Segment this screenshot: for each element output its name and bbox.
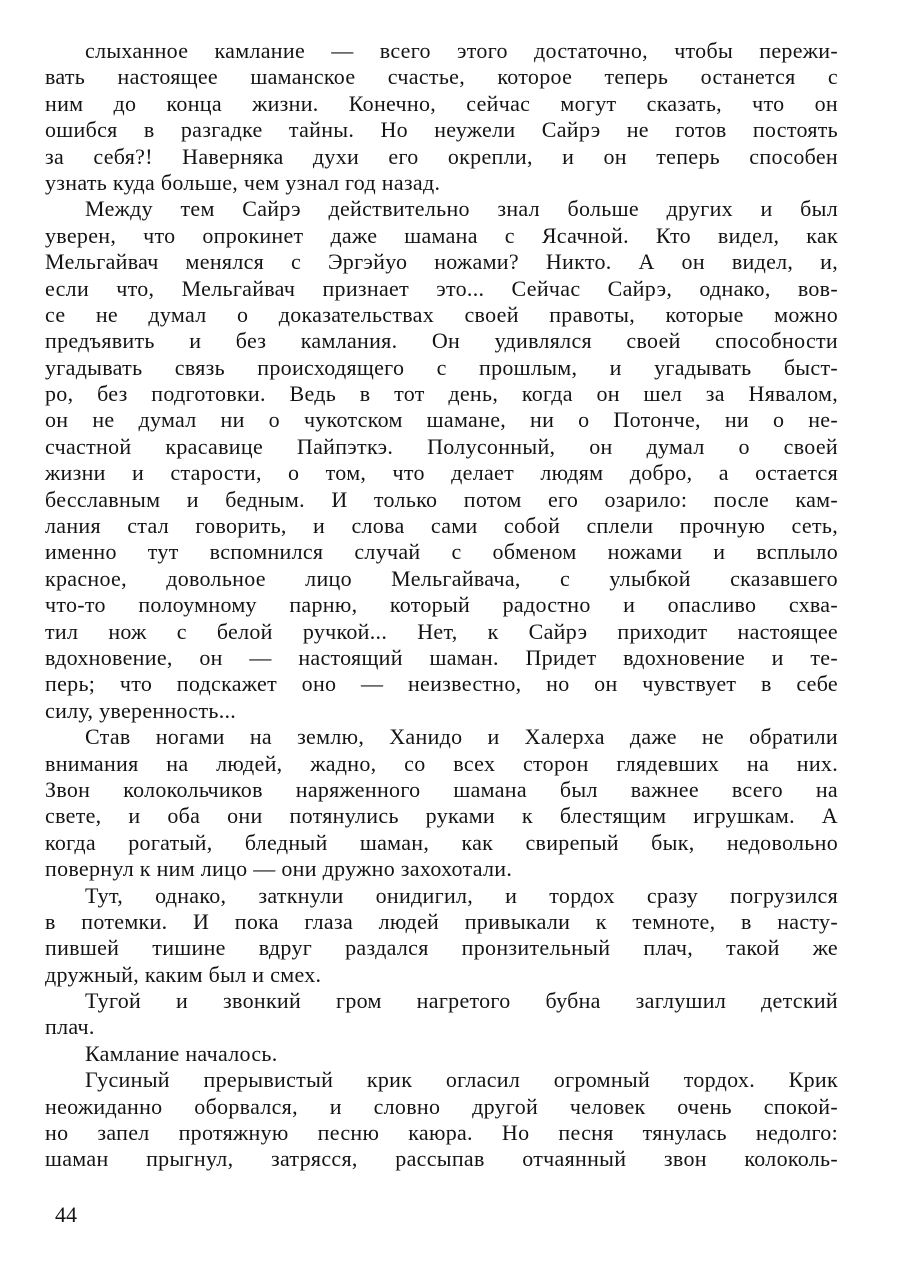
text-line: вать настоящее шаманское счастье, которое теперь останется с — [45, 64, 838, 90]
text-line: се не думал о доказательствах своей правоты, которые можно — [45, 301, 838, 327]
text-line: если что, Мельгайвач признает это... Сейчас Сайрэ, однако, вов- — [45, 275, 838, 301]
text-line: шаман прыгнул, затрясся, рассыпав отчаянный звон колоколь- — [45, 1146, 838, 1172]
page-number: 44 — [55, 1202, 77, 1227]
text-line: когда рогатый, бледный шаман, как свирепый бык, недовольно — [45, 829, 838, 855]
paragraph — [45, 1041, 838, 1067]
text-line: что-то полоумному парню, который радостно и опасливо схва- — [45, 592, 838, 618]
text-line: жизни и старости, о том, что делает людям добро, а остается — [45, 460, 838, 486]
text-line: силу, уверенность... — [45, 697, 237, 723]
text-line: тил нож с белой ручкой... Нет, к Сайрэ приходит настоящее — [45, 618, 838, 644]
text-line: ро, без подготовки. Ведь в тот день, когда он шел за Нявалом, — [45, 381, 838, 407]
text-line: узнать куда больше, чем узнал год назад. — [45, 169, 441, 195]
paragraph — [45, 988, 838, 1041]
text-line: за себя?! Наверняка духи его окрепли, и он теперь способен — [45, 143, 838, 169]
text-line: Камлание началось. — [85, 1040, 278, 1066]
paragraph — [45, 1067, 838, 1173]
text-line: Гусиный прерывистый крик огласил огромный тордох. Крик — [85, 1067, 838, 1093]
text-line: угадывать связь происходящего с прошлым, и угадывать быст- — [45, 354, 838, 380]
text-line: Став ногами на землю, Ханидо и Халерха даже не обратили — [85, 724, 838, 750]
book-page-text — [45, 38, 838, 1173]
text-line: дружный, каким был и смех. — [45, 961, 322, 987]
text-line: Тугой и звонкий гром нагретого бубна заглушил детский — [85, 988, 838, 1014]
text-line: красное, довольное лицо Мельгайвача, с улыбкой сказавшего — [45, 565, 838, 591]
text-line: предъявить и без камлания. Он удивлялся своей способности — [45, 328, 838, 354]
text-line: именно тут вспомнился случай с обменом ножами и всплыло — [45, 539, 838, 565]
paragraph — [45, 196, 838, 724]
text-line: слыханное камлание — всего этого достаточно, чтобы пережи- — [85, 38, 838, 63]
text-line: в потемки. И пока глаза людей привыкали к темноте, в насту- — [45, 908, 838, 934]
text-line: он не думал ни о чукотском шамане, ни о Потонче, ни о не- — [45, 407, 838, 433]
text-line: пившей тишине вдруг раздался пронзительный плач, такой же — [45, 935, 838, 961]
text-line: вдохновение, он — настоящий шаман. Придет вдохновение и те- — [45, 644, 838, 670]
text-line: внимания на людей, жадно, со всех сторон глядевших на них. — [45, 750, 838, 776]
text-line: Звон колокольчиков наряженного шамана был важнее всего на — [45, 776, 838, 802]
text-line: лания стал говорить, и слова сами собой сплели прочную сеть, — [45, 513, 838, 539]
text-line: ним до конца жизни. Конечно, сейчас могут сказать, что он — [45, 90, 838, 116]
text-line: перь; что подскажет оно — неизвестно, но он чувствует в себе — [45, 671, 838, 697]
paragraph — [45, 724, 838, 882]
paragraph — [45, 38, 838, 196]
text-line: Мельгайвач менялся с Эргэйуо ножами? Никто. А он видел, и, — [45, 249, 838, 275]
paragraph — [45, 883, 838, 989]
text-line: неожиданно оборвался, и словно другой человек очень спокой- — [45, 1093, 838, 1119]
text-line: свете, и оба они потянулись руками к блестящим игрушкам. А — [45, 803, 838, 829]
text-line: Между тем Сайрэ действительно знал больше других и был — [85, 196, 838, 222]
text-line: плач. — [45, 1014, 95, 1040]
text-line: Тут, однако, заткнули онидигил, и тордох сразу погрузился — [85, 882, 838, 908]
text-line: счастной красавице Пайпэткэ. Полусонный, он думал о своей — [45, 433, 838, 459]
text-line: повернул к ним лицо — они дружно захохотали. — [45, 856, 513, 882]
text-line: ошибся в разгадке тайны. Но неужели Сайрэ не готов постоять — [45, 117, 838, 143]
text-line: уверен, что опрокинет даже шамана с Ясачной. Кто видел, как — [45, 222, 838, 248]
text-line: бесславным и бедным. И только потом его озарило: после кам- — [45, 486, 838, 512]
text-line: но запел протяжную песню каюра. Но песня тянулась недолго: — [45, 1120, 838, 1146]
